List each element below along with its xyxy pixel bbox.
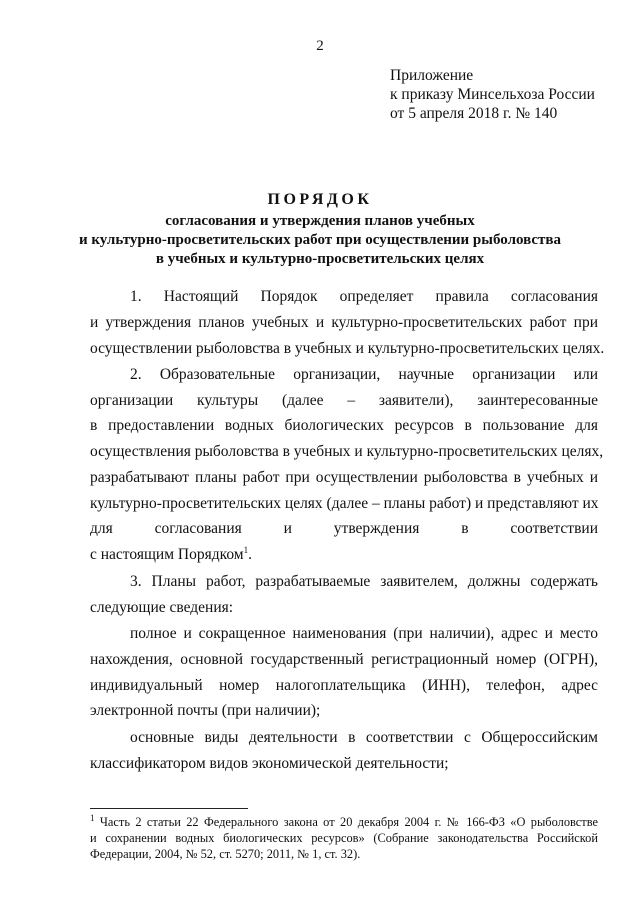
body-line-last: с настоящим Порядком$^1$.	[90, 544, 252, 563]
body-line: для согласования и утверждения в соответствии	[90, 520, 598, 537]
footnote-reference[interactable]: 1	[243, 544, 249, 555]
title-line: и культурно-просветительских работ при осуществлении рыболовства	[78, 232, 562, 248]
body-line: 2. Образовательные организации, научные организации или	[130, 366, 598, 383]
appendix-line: от 5 апреля 2018 г. № 140	[390, 105, 558, 122]
body-line: 3. Планы работ, разрабатываемые заявителем, должны содержать	[130, 573, 598, 590]
body-line: индивидуальный номер налогоплательщика (ИНН), телефон, адрес	[90, 677, 598, 694]
title-line: согласования и утверждения планов учебных	[165, 213, 475, 229]
body-line: основные виды деятельности в соответствии с Общероссийским	[130, 729, 598, 746]
body-line: следующие сведения:	[90, 599, 234, 616]
body-line: электронной почты (при наличии);	[90, 702, 321, 719]
body-line: осуществлении рыболовства в учебных и культурно-просветительских целях.	[90, 340, 605, 357]
body-line-text: с настоящим Порядком	[90, 546, 244, 563]
body-line: разрабатывают планы работ при осуществлении рыболовства в учебных и	[90, 469, 598, 486]
footnote-text: Часть 2 статьи 22 Федерального закона от 20 декабря 2004 г. № 166-ФЗ «О рыболовстве	[94, 815, 598, 829]
footnote-line	[90, 814, 598, 830]
body-line: полное и сокращенное наименования (при наличии), адрес и место	[130, 625, 598, 642]
body-line: культурно-просветительских целях (далее – планы работ) и представляют их	[90, 495, 599, 512]
document-title	[0, 190, 640, 269]
footnote-line: Федерации, 2004, № 52, ст. 5270; 2011, № 1, ст. 32).	[90, 847, 361, 861]
page-number: 2	[316, 38, 324, 54]
body-line: 1. Настоящий Порядок определяет правила согласования	[130, 288, 598, 305]
title-line: в учебных и культурно-просветительских целях	[155, 251, 485, 267]
footnote-line: и сохранении водных биологических ресурсов» (Собрание законодательства Российской	[90, 831, 598, 845]
title-main: ПОРЯДОК	[267, 191, 373, 208]
body-line: и утверждения планов учебных и культурно-просветительских работ при	[90, 314, 598, 331]
appendix-line: Приложение	[390, 67, 474, 84]
body-line: осуществления рыболовства в учебных и культурно-просветительских целях,	[90, 443, 604, 460]
body-line: в предоставлении водных биологических ресурсов в пользование для	[90, 417, 598, 434]
body-line: классификатором видов экономической деятельности;	[90, 755, 449, 772]
appendix-line: к приказу Минсельхоза России	[390, 86, 595, 103]
body-line: организации культуры (далее – заявители), заинтересованные	[90, 392, 598, 409]
footnote-divider	[90, 808, 248, 809]
appendix-note	[390, 66, 595, 123]
body-line: нахождения, основной государственный регистрационный номер (ОГРН),	[90, 651, 598, 668]
footnote-marker: 1	[90, 812, 95, 823]
